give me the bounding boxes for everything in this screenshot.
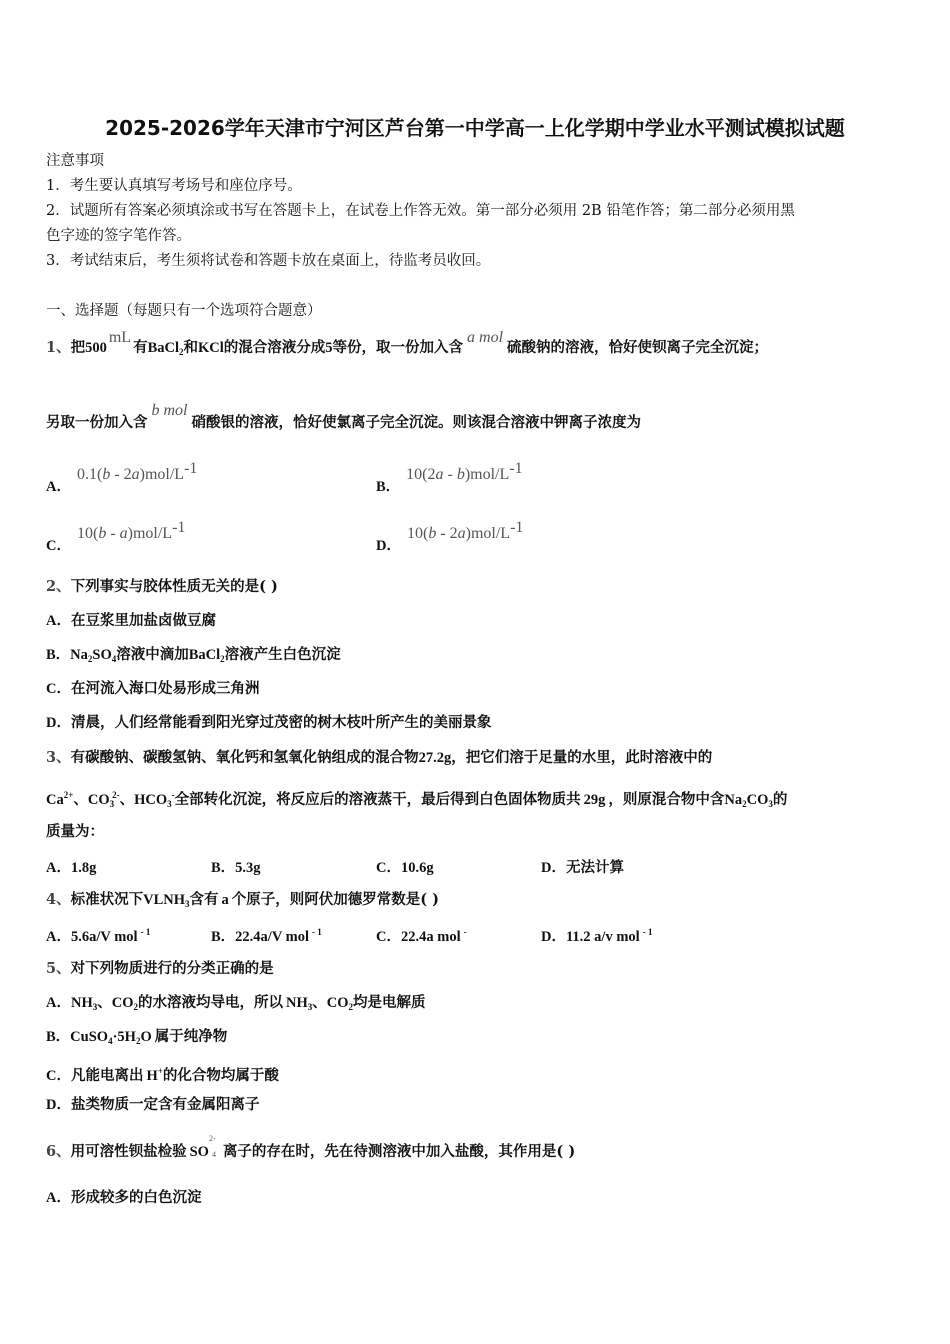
q3-option-a[interactable]: A．1.8g — [46, 860, 97, 876]
q5-option-c[interactable]: C．凡能电离出 H+的化合物均属于酸 — [46, 1066, 279, 1084]
question-number: 1、 — [46, 339, 71, 356]
question-3-line-3: 质量为： — [46, 823, 104, 840]
b-mol: b mol — [151, 402, 188, 419]
question-1-line-2: 另取一份加入含b mol硝酸银的溶液，恰好使氯离子完全沉淀。则该混合溶液中钾离子浓度为 — [46, 402, 641, 431]
q1-option-b[interactable]: B．10(2a - b)mol/L-1 — [376, 460, 523, 495]
notice-heading: 注意事项 — [46, 153, 104, 169]
q2-option-d[interactable]: D．清晨，人们经常能看到阳光穿过茂密的树木枝叶所产生的美丽景象 — [46, 714, 492, 731]
q4-option-b[interactable]: B．22.4a/V mol $^{- 1}$ — [211, 927, 322, 945]
question-4-stem: 4、标准状况下$VLNH_3$含有 a 个原子，则阿伏加德罗常数是( ) — [46, 891, 440, 909]
notice-item-1: 1．考生要认真填写考场号和座位序号。 — [46, 178, 302, 194]
q2-option-a[interactable]: A．在豆浆里加盐卤做豆腐 — [46, 612, 216, 629]
notice-item-3: 3．考试结束后，考生须将试卷和答题卡放在桌面上，待监考员收回。 — [46, 253, 491, 269]
page-title: 2025-2026学年天津市宁河区芦台第一中学高一上化学期中学业水平测试模拟试题 — [105, 116, 845, 140]
q5-option-a[interactable]: A．$NH_3$、$CO_2$的水溶液均导电，所以 $NH_3$、$CO_2$均是电解质 — [46, 994, 426, 1012]
q3-option-b[interactable]: B．5.3g — [211, 860, 261, 876]
q3-option-d[interactable]: D．无法计算 — [541, 859, 624, 876]
q4-option-d[interactable]: D．11.2 a/v mol $^{- 1}$ — [541, 927, 653, 945]
question-5-stem: 5、对下列物质进行的分类正确的是 — [46, 960, 274, 977]
notice-item-2-cont: 色字迹的签字笔作答。 — [46, 228, 191, 244]
q2-option-c[interactable]: C．在河流入海口处易形成三角洲 — [46, 680, 260, 697]
question-6-stem: 6、用可溶性钡盐检验 SO 2- 4 离子的存在时，先在待测溶液中加入盐酸，其作用是( ) — [46, 1134, 576, 1160]
section-heading: 一、选择题（每题只有一个选项符合题意） — [46, 303, 322, 319]
notice-item-2: 2．试题所有答案必须填涂或书写在答题卡上，在试卷上作答无效。第一部分必须用 2B 铅笔作答；第二部分必须用黑 — [46, 203, 795, 219]
q1-option-a[interactable]: A．0.1(b - 2a)mol/L-1 — [46, 460, 198, 495]
question-3-line-2: $Ca^{2+}$、$CO_3^{2-}$、$HCO_3^-$全部转化沉淀，将反应后的溶液蒸干，最后得到白色固体物质共 29g ，则原混合物中含$Na_2CO_3$的 — [46, 790, 788, 809]
q4-option-a[interactable]: A．5.6a/V mol $^{- 1}$ — [46, 927, 151, 945]
q5-option-d[interactable]: D．盐类物质一定含有金属阳离子 — [46, 1096, 260, 1113]
q4-option-c[interactable]: C．22.4a mol - — [376, 927, 467, 945]
q3-option-c[interactable]: C．10.6g — [376, 860, 434, 876]
question-3-line-1: 3、有碳酸钠、碳酸氢钠、氧化钙和氢氧化钠组成的混合物27.2g，把它们溶于足量的水里，此时溶液中的 — [46, 749, 713, 766]
q5-option-b[interactable]: B．$CuSO_4\cdot 5H_2O$ 属于纯净物 — [46, 1028, 228, 1046]
so4-charge: 2- 4 — [208, 1134, 216, 1159]
question-2-stem: 2、下列事实与胶体性质无关的是( ) — [46, 578, 278, 595]
question-1-line-1: 1、把500mL有BaCl$_2$和KCl的混合溶液分成5等份，取一份加入含a mol硫酸钠的溶液，恰好使钡离子完全沉淀； — [46, 329, 769, 357]
q1-option-c[interactable]: C．10(b - a)mol/L-1 — [46, 519, 186, 554]
q2-option-b[interactable]: B．$Na_2SO_4$溶液中滴加BaCl$_2$溶液产生白色沉淀 — [46, 646, 341, 664]
q1-option-d[interactable]: D．10(b - 2a)mol/L-1 — [376, 519, 524, 554]
q6-option-a[interactable]: A．形成较多的白色沉淀 — [46, 1189, 202, 1206]
a-mol: a mol — [467, 329, 504, 346]
